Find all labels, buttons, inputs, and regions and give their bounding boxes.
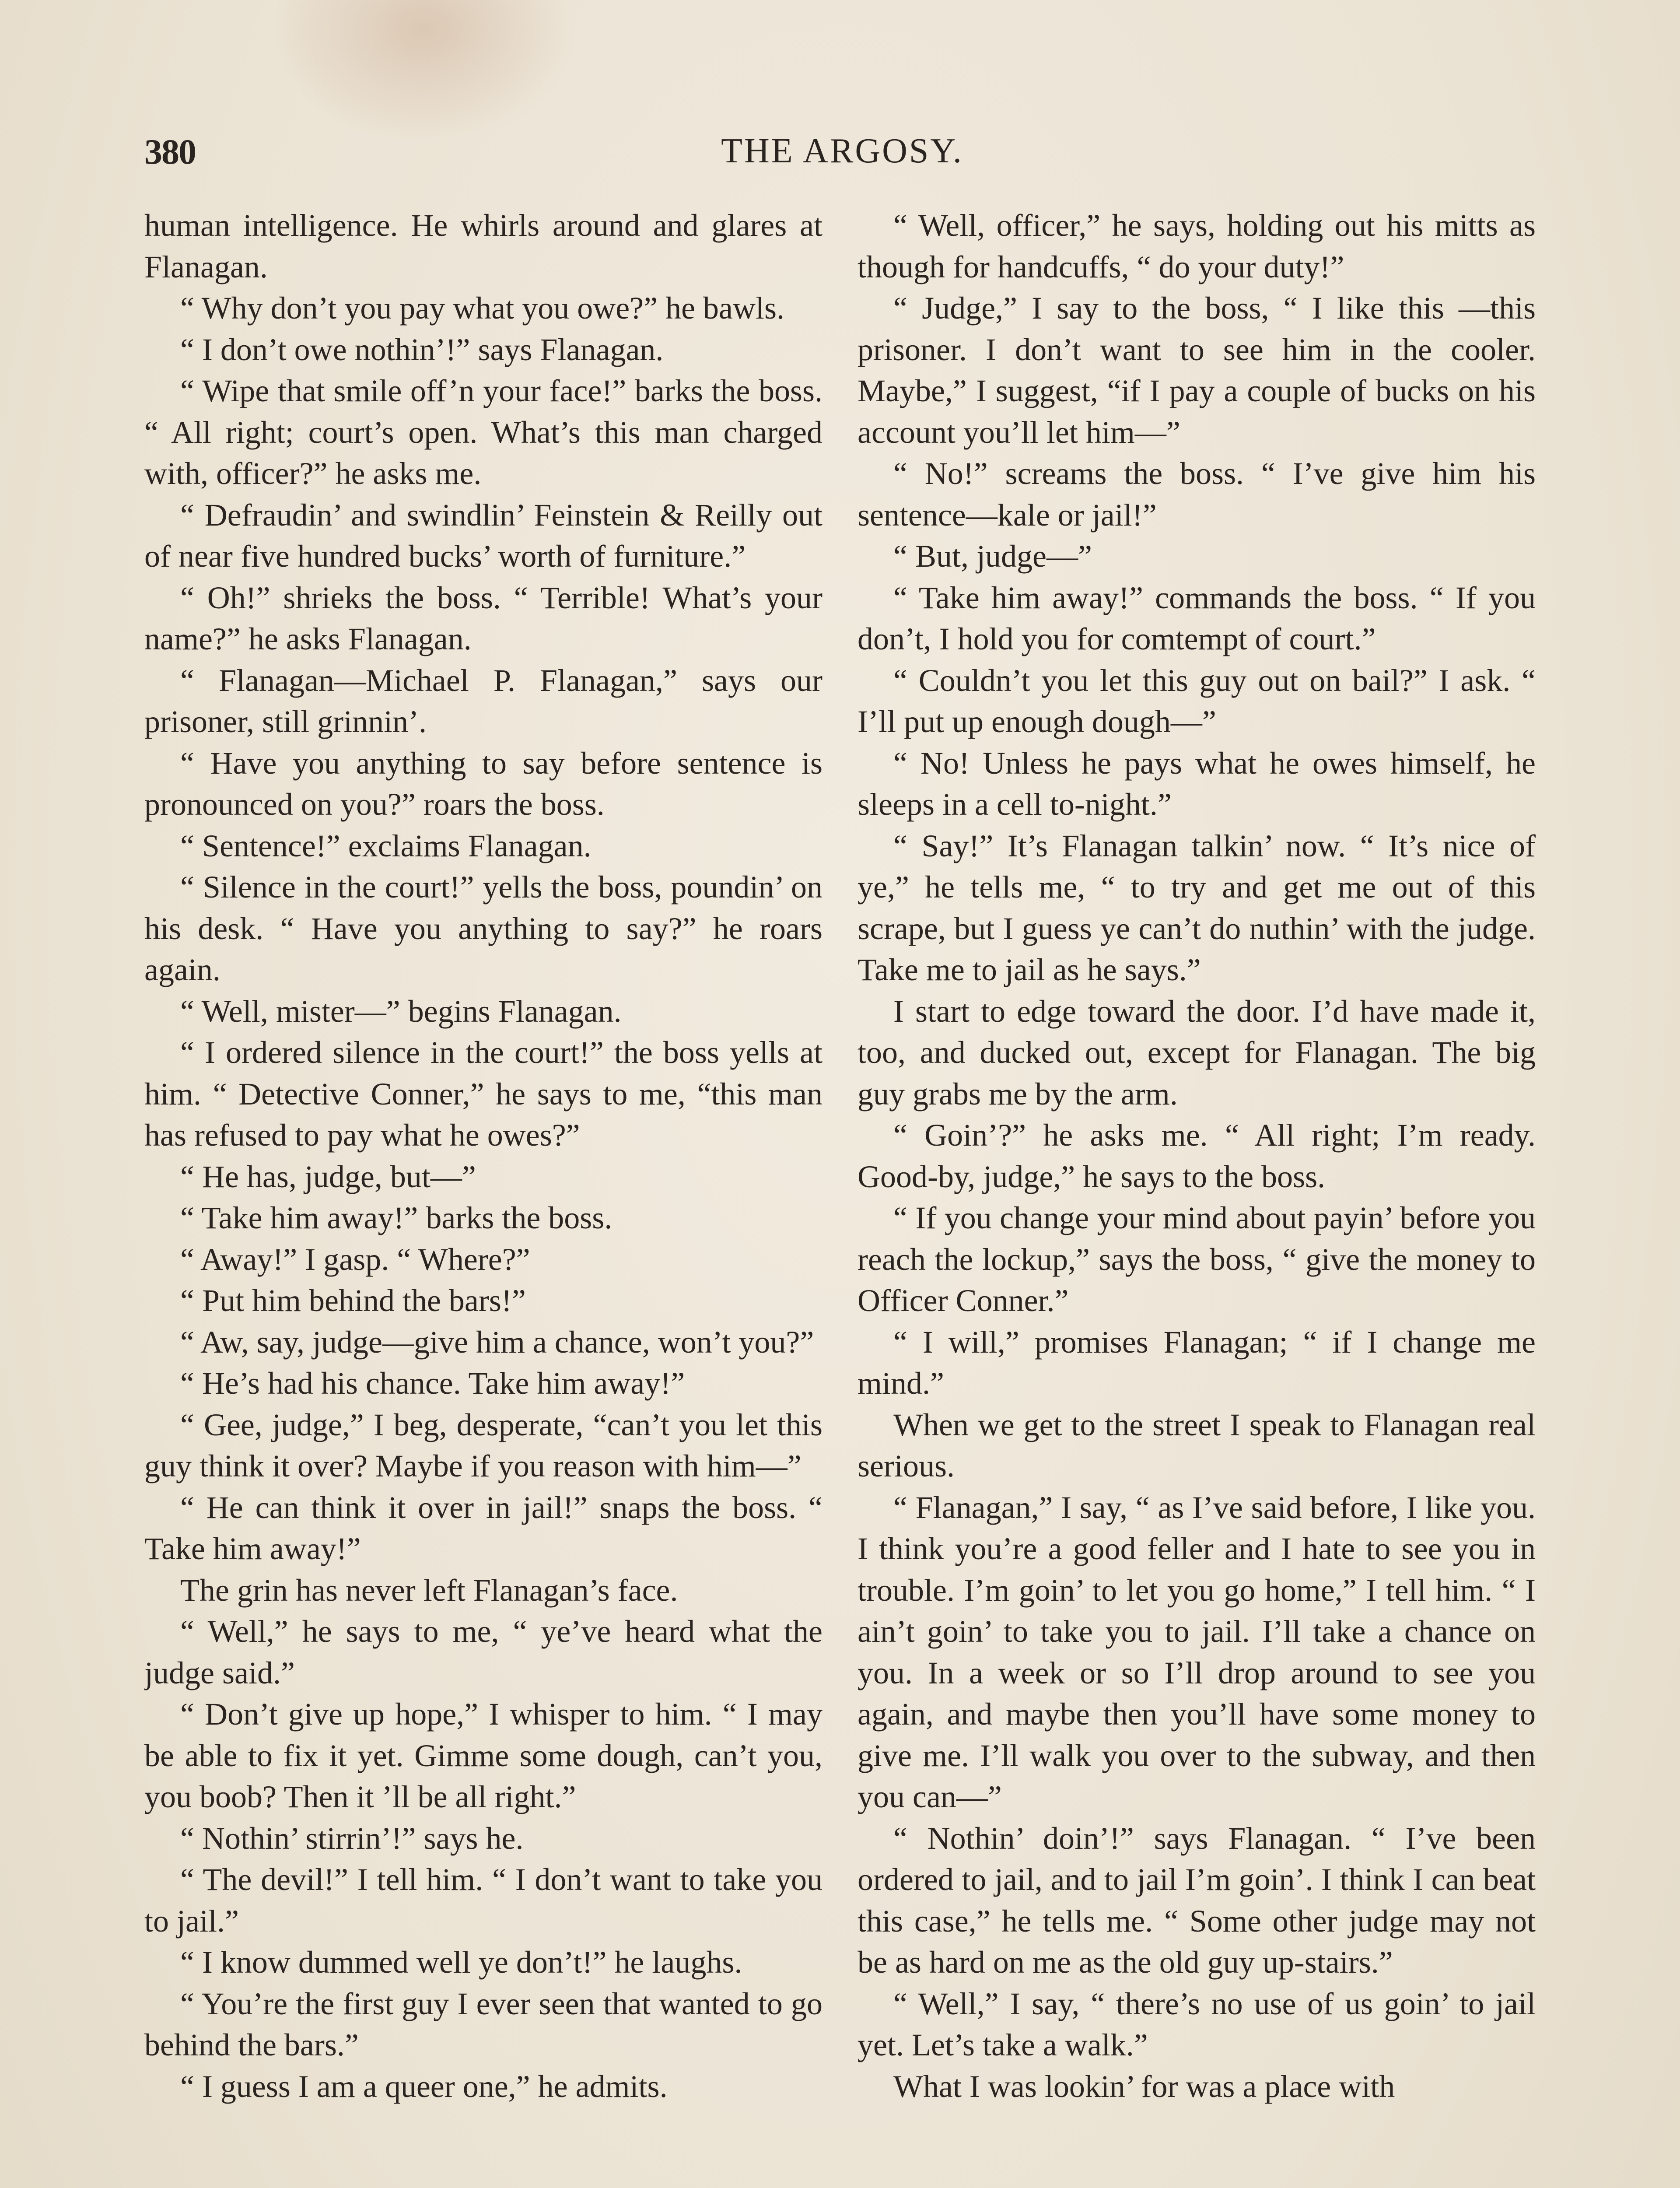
paragraph: “ Take him away!” commands the boss. “ If you don’t, I hold you for comtempt of court.” bbox=[858, 580, 1536, 656]
paragraph: “ The devil!” I tell him. “ I don’t want to take you to jail.” bbox=[144, 1862, 822, 1939]
running-title: THE ARGOSY. bbox=[721, 132, 963, 170]
paragraph: “ Oh!” shrieks the boss. “ Terrible! What’s your name?” he asks Flanagan. bbox=[144, 580, 822, 656]
paragraph: “ Take him away!” barks the boss. bbox=[180, 1200, 612, 1235]
page-number: 380 bbox=[144, 132, 196, 172]
paragraph: “ You’re the first guy I ever seen that wanted to go behind the bars.” bbox=[144, 1986, 822, 2062]
paragraph: “ Well,” I say, “ there’s no use of us goin’ to jail yet. Let’s take a walk.” bbox=[858, 1986, 1536, 2062]
paragraph: “ Flanagan,” I say, “ as I’ve said before, I like you. I think you’re a good feller and I hate to see you in trouble. I’m goin’ to let you go home,” I tell him. “ I ain’t goin’ to take you to jail. I’ll take a chance on you. In a week or so I’ll drop around to see you again, and maybe then you’ll have some money to give me. I’ll walk you over to the subway, and then you can—” bbox=[858, 1490, 1536, 1814]
paragraph: “ I guess I am a queer one,” he admits. bbox=[180, 2069, 668, 2104]
paragraph: “ He’s had his chance. Take him away!” bbox=[180, 1366, 685, 1401]
paper-stain bbox=[271, 0, 578, 144]
paragraph: “ Defraudin’ and swindlin’ Feinstein & Reilly out of near five hundred bucks’ worth of furniture.” bbox=[144, 497, 822, 574]
paragraph: “ Well, mister—” begins Flanagan. bbox=[180, 993, 622, 1029]
paragraph: “ Nothin’ stirrin’!” says he. bbox=[180, 1820, 524, 1856]
paragraph: “ I don’t owe nothin’!” says Flanagan. bbox=[180, 332, 664, 367]
paragraph: “ Judge,” I say to the boss, “ I like this —this prisoner. I don’t want to see him in the cooler. Maybe,” I suggest, “if I pay a couple of bucks on his account you’ll let him—” bbox=[858, 291, 1536, 450]
paragraph: “ Why don’t you pay what you owe?” he bawls. bbox=[180, 291, 785, 326]
paragraph: “ Say!” It’s Flanagan talkin’ now. “ It’s nice of ye,” he tells me, “ to try and get me out of this scrape, but I guess ye can’t do nuthin’ with the judge. Take me to jail as he says.” bbox=[858, 828, 1536, 987]
paragraph: “ Gee, judge,” I beg, desperate, “can’t you let this guy think it over? Maybe if you reason with him—” bbox=[144, 1407, 822, 1483]
paragraph: “ I will,” promises Flanagan; “ if I change me mind.” bbox=[858, 1324, 1536, 1401]
paragraph: “ I know dummed well ye don’t!” he laughs. bbox=[180, 1945, 742, 1980]
paragraph: “ Have you anything to say before sentence is pronounced on you?” roars the boss. bbox=[144, 745, 822, 822]
paragraph: “ Sentence!” exclaims Flanagan. bbox=[180, 828, 592, 863]
paragraph: “ Well,” he says to me, “ ye’ve heard what the judge said.” bbox=[144, 1614, 822, 1690]
paragraph: The grin has never left Flanagan’s face. bbox=[180, 1572, 678, 1608]
paragraph: “ I ordered silence in the court!” the boss yells at him. “ Detective Conner,” he says to me, “this man has refused to pay what he owes?” bbox=[144, 1035, 822, 1153]
paragraph: “ Put him behind the bars!” bbox=[180, 1283, 526, 1318]
paragraph: “ Flanagan—Michael P. Flanagan,” says our prisoner, still grinnin’. bbox=[144, 663, 822, 739]
paragraph: When we get to the street I speak to Flanagan real serious. bbox=[858, 1407, 1536, 1483]
paragraph: “ If you change your mind about payin’ before you reach the lockup,” says the boss, “ give the money to Officer Conner.” bbox=[858, 1200, 1536, 1318]
paragraph: “ No! Unless he pays what he owes himself, he sleeps in a cell to-night.” bbox=[858, 745, 1536, 822]
paragraph: “ Well, officer,” he says, holding out his mitts as though for handcuffs, “ do your duty!” bbox=[858, 208, 1536, 284]
paragraph: “ Silence in the court!” yells the boss, poundin’ on his desk. “ Have you anything to say?” he roars again. bbox=[144, 870, 822, 987]
paragraph: “ Away!” I gasp. “ Where?” bbox=[180, 1241, 530, 1277]
paragraph: “ Nothin’ doin’!” says Flanagan. “ I’ve been ordered to jail, and to jail I’m goin’. I think I can beat this case,” he tells me. “ Some other judge may not be as hard on me as the old guy up-stairs.” bbox=[858, 1820, 1536, 1980]
paragraph: “ Wipe that smile off’n your face!” barks the boss. “ All right; court’s open. What’s this man charged with, officer?” he asks me. bbox=[144, 373, 822, 491]
paragraph: “ Goin’?” he asks me. “ All right; I’m ready. Good-by, judge,” he says to the boss. bbox=[858, 1118, 1536, 1194]
paragraph: “ But, judge—” bbox=[893, 539, 1092, 574]
right-column bbox=[858, 205, 1536, 2188]
page-header bbox=[144, 131, 1540, 188]
paragraph: “ No!” screams the boss. “ I’ve give him his sentence—kale or jail!” bbox=[858, 456, 1536, 533]
paragraph: “ Couldn’t you let this guy out on bail?” I ask. “ I’ll put up enough dough—” bbox=[858, 663, 1536, 739]
paragraph: “ Aw, say, judge—give him a chance, won’t you?” bbox=[180, 1324, 814, 1360]
paragraph: What I was lookin’ for was a place with bbox=[893, 2069, 1395, 2104]
paragraph: human intelligence. He whirls around and glares at Flanagan. bbox=[144, 208, 822, 284]
left-column bbox=[144, 205, 822, 2188]
paragraph: “ He has, judge, but—” bbox=[180, 1159, 476, 1194]
paragraph: “ Don’t give up hope,” I whisper to him. “ I may be able to fix it yet. Gimme some dough, can’t you, you boob? Then it ’ll be all right.” bbox=[144, 1697, 822, 1814]
paragraph: “ He can think it over in jail!” snaps the boss. “ Take him away!” bbox=[144, 1490, 822, 1566]
paragraph: I start to edge toward the door. I’d have made it, too, and ducked out, except for Flanagan. The big guy grabs me by the arm. bbox=[858, 993, 1536, 1112]
